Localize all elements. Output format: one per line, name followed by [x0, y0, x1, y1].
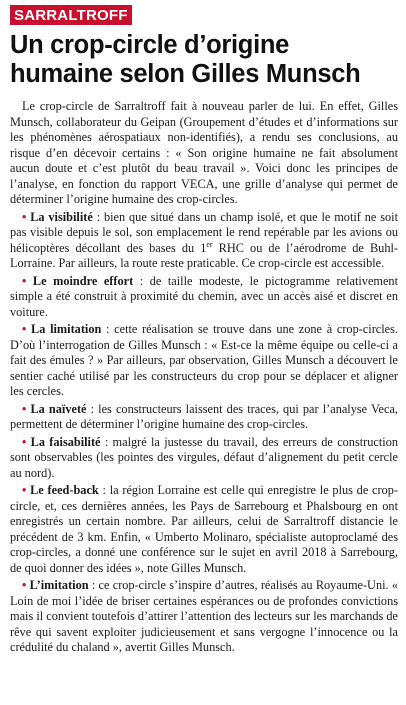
- item-imitation: [10, 578, 398, 656]
- item-text: : cette réalisation se trouve dans une zone à crop-circles. D’où l’interrogation de Gilles Munsch : « Est-ce la même équipe ou celle-ci a fait des émules ? » Par ailleurs, par observation, Gilles Munsch a découvert le sentier caché utilisé par les constructeurs du crop pour se déplacer et aligner les cercles.: [10, 322, 398, 398]
- item-visibilite: [10, 210, 398, 272]
- bullet-icon: •: [22, 273, 27, 288]
- item-lead: Le feed-back: [30, 483, 99, 497]
- bullet-icon: •: [22, 209, 27, 224]
- intro-paragraph: Le crop-circle de Sarraltroff fait à nouveau parler de lui. En effet, Gilles Munsch, collaborateur du Geipan (Groupement d’études et d’informations sur les phénomènes aérospatiaux non-identifiés), a rendu ses conclusions, au risque d’en décevoir certains : « Son origine humaine ne fait absolument aucun doute et c’est plutôt du beau travail ». Voici donc les principes de l’analyse, en fonction du rapport VECA, une grille d’analyse qui permet de déterminer l’origine humaine des crop-circles.: [10, 99, 398, 206]
- bullet-icon: •: [22, 578, 27, 592]
- item-limitation: [10, 322, 398, 400]
- item-lead: La faisabilité: [30, 434, 101, 449]
- bullet-icon: •: [22, 434, 27, 449]
- item-lead: L’imitation: [29, 578, 89, 592]
- item-lead: La limitation: [31, 322, 102, 336]
- item-lead: La visibilité: [30, 209, 93, 224]
- item-text: : les constructeurs laissent des traces, qui par l’analyse Veca, permettent de déterminer l’origine humaine des crop-circles.: [10, 401, 398, 431]
- item-text: : de taille modeste, le pictogramme relativement simple a été construit à proximité du chemin, avec un accès aisé et discret en voiture.: [10, 273, 398, 319]
- item-lead: Le moindre effort: [32, 273, 134, 288]
- item-text: : bien que situé dans un champ isolé, et que le motif ne soit pas visible depuis le sol, son emplacement le rend repérable par les avions ou hélicoptères décollant des bases du 1: [10, 209, 398, 255]
- item-naivete: [10, 402, 398, 433]
- item-text: : ce crop-circle s’inspire d’autres, réalisés au Royaume-Uni. « Loin de moi l’idée de briser certaines espérances ou de profondes convictions mais il convient toutefois d’attirer l’attention des lecteurs sur les marchands de rêve qui savent exploiter judicieusement et sans vergogne l’innocence ou la crédulité du chaland », avertit Gilles Munsch.: [10, 578, 398, 654]
- item-text: : la région Lorraine est celle qui enregistre le plus de crop-circle, et, ces dernières années, les Pays de Sarrebourg et Phalsbourg en ont enregistrés un certain nombre. Par ailleurs, celui de Sarraltroff distancie le précédent de 3 km. Enfin, « Umberto Molinaro, spécialiste autoproclamé des crop-circles, a donné une conférence sur le sujet en avril 2018 à Sarrebourg, de quoi donner des idées », note Gilles Munsch.: [10, 483, 399, 575]
- location-kicker: SARRALTROFF: [10, 5, 132, 25]
- article-body: [10, 99, 398, 656]
- ordinal-superscript: er: [206, 239, 213, 249]
- bullet-icon: •: [22, 483, 27, 497]
- item-text: : malgré la justesse du travail, des erreurs de construction sont observables (les pointes des virgules, défaut d’alignement du petit cercle au nord).: [10, 434, 398, 480]
- item-feed-back: [10, 483, 398, 576]
- headline: Un crop-circle d’origine humaine selon Gilles Munsch: [10, 31, 361, 88]
- item-faisabilite: [10, 435, 398, 482]
- bullet-icon: •: [22, 401, 27, 416]
- item-text-continued: RHC ou de l’aérodrome de Buhl-Lorraine. Par ailleurs, la route reste praticable. Ce crop-circle est accessible.: [10, 240, 398, 270]
- bullet-icon: •: [22, 322, 27, 336]
- item-lead: La naïveté: [30, 401, 87, 416]
- item-moindre-effort: [10, 274, 398, 321]
